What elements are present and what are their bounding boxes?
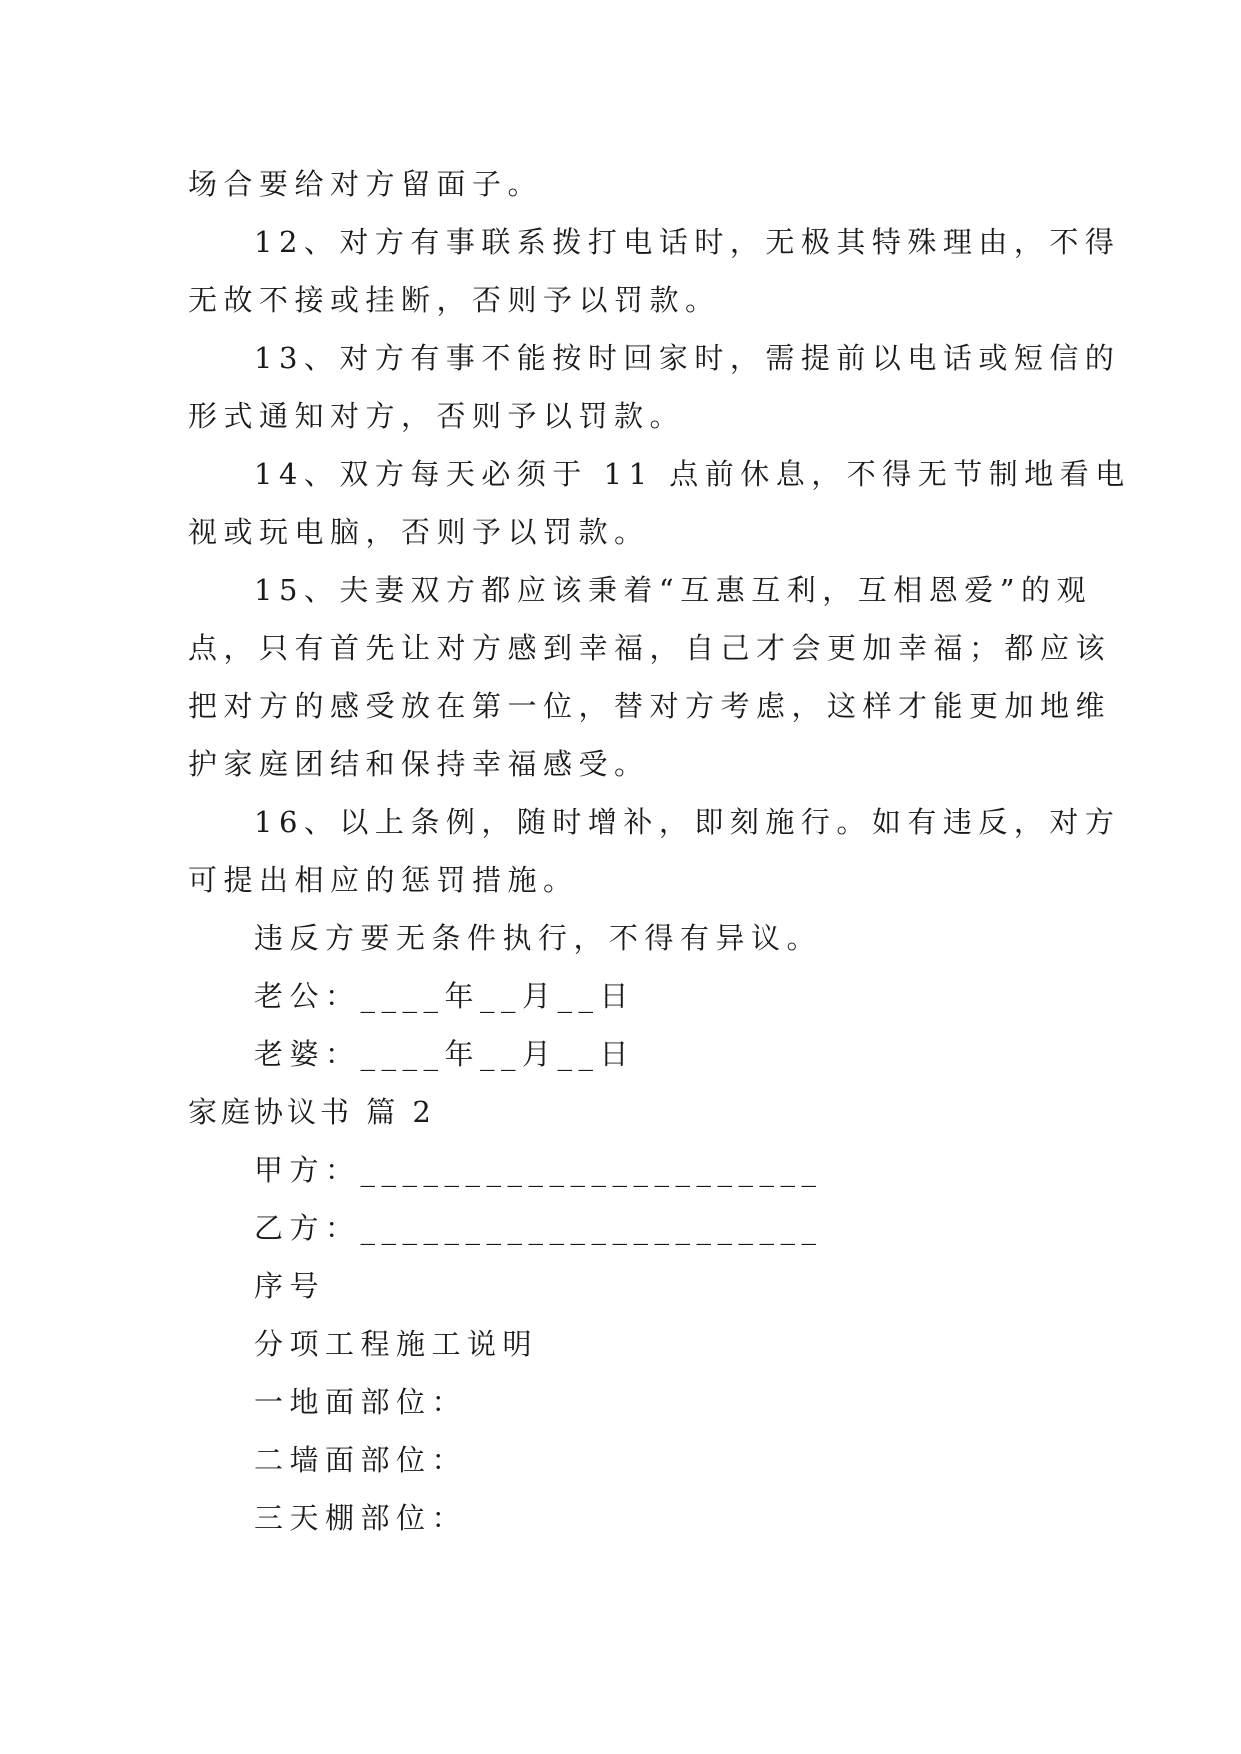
paragraph-line: 16、以上条例，随时增补，即刻施行。如有违反，对方 xyxy=(254,805,1121,839)
paragraph-line: 视或玩电脑，否则予以罚款。 xyxy=(188,515,650,549)
paragraph-line: 点，只有首先让对方感到幸福，自己才会更加幸福；都应该 xyxy=(188,631,1112,665)
paragraph-line: 可提出相应的惩罚措施。 xyxy=(188,863,579,897)
party-a-line: 甲方：______________________ xyxy=(254,1153,823,1187)
construction-description-label: 分项工程施工说明 xyxy=(254,1327,539,1361)
paragraph-line: 违反方要无条件执行，不得有异议。 xyxy=(254,921,823,955)
floor-section-label: 一地面部位： xyxy=(254,1385,468,1419)
wife-signature-line: 老婆：____年__月__日 xyxy=(254,1037,636,1071)
paragraph-line: 形式通知对方，否则予以罚款。 xyxy=(188,399,686,433)
ceiling-section-label: 三天棚部位： xyxy=(254,1501,468,1535)
wall-section-label: 二墙面部位： xyxy=(254,1443,468,1477)
party-b-line: 乙方：______________________ xyxy=(254,1211,823,1245)
paragraph-line: 护家庭团结和保持幸福感受。 xyxy=(188,747,650,781)
paragraph-line: 14、双方每天必须于 11 点前休息，不得无节制地看电 xyxy=(254,457,1131,491)
paragraph-line: 15、夫妻双方都应该秉着“互惠互利，互相恩爱”的观 xyxy=(254,573,1093,607)
paragraph-line: 13、对方有事不能按时回家时，需提前以电话或短信的 xyxy=(254,341,1121,375)
section-heading: 家庭协议书 篇 2 xyxy=(188,1095,435,1129)
document-page xyxy=(188,155,1131,1547)
paragraph-line: 无故不接或挂断，否则予以罚款。 xyxy=(188,283,721,317)
husband-signature-line: 老公：____年__月__日 xyxy=(254,979,636,1013)
paragraph-line: 12、对方有事联系拨打电话时，无极其特殊理由，不得 xyxy=(254,225,1121,259)
paragraph-line: 把对方的感受放在第一位，替对方考虑，这样才能更加地维 xyxy=(188,689,1112,723)
paragraph-line: 场合要给对方留面子。 xyxy=(188,167,544,201)
serial-number-label: 序号 xyxy=(254,1269,326,1303)
